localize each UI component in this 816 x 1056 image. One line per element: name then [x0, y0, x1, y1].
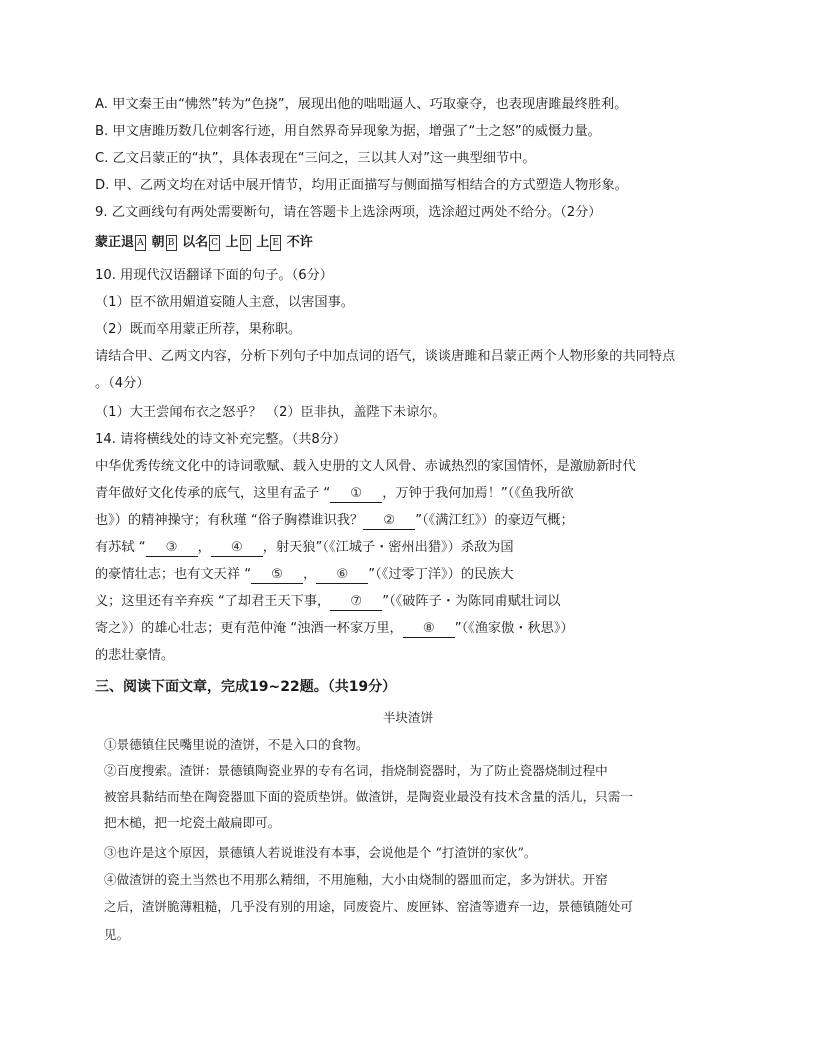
section-three-heading: 三、阅读下面文章，完成19~22题。（共19分） — [95, 679, 397, 695]
q9-seg-6: 不许 — [286, 235, 313, 250]
article-paragraph-4-line-3: 见。 — [104, 927, 130, 942]
q10-item-2: （2）既而卒用蒙正所荐，果称职。 — [95, 322, 302, 337]
text-segment: 义；这里还有辛弃疾 “了却君王天下事， — [95, 594, 331, 609]
text-segment: ， — [303, 567, 317, 582]
article-title: 半块渣饼 — [382, 710, 434, 725]
q14-text-line-7 — [95, 619, 574, 639]
q10-prompt: 10. 用现代汉语翻译下面的句子。（6分） — [95, 268, 333, 283]
q9-option-b[interactable]: B — [166, 235, 177, 251]
q9-seg-1: 蒙正退 — [95, 235, 135, 250]
q14-text-line-8: 的悲壮豪情。 — [95, 648, 175, 663]
q8-option-a: A. 甲文秦王由“怫然”转为“色挠”，展现出他的咄咄逼人、巧取豪夺，也表现唐雎最终胜利。 — [95, 97, 628, 112]
q9-option-e[interactable]: E — [270, 235, 281, 251]
text-segment: ，射天狼”（《江城子・密州出猎》）杀敌为国 — [262, 540, 514, 555]
text-segment: 有苏轼 “ — [95, 540, 146, 555]
q8-option-c: C. 乙文吕蒙正的“执”，具体表现在“三问之，三以其人对”这一典型细节中。 — [95, 151, 536, 166]
q9-seg-5: 上 — [256, 235, 270, 250]
article-paragraph-1: ①景德镇住民嘴里说的渣饼，不是入口的食物。 — [104, 737, 369, 752]
blank-2[interactable]: ② — [363, 513, 415, 530]
q14-text-line-1: 中华优秀传统文化中的诗词歌赋、载入史册的文人风骨、赤诚热烈的家国情怀，是激励新时代 — [95, 459, 636, 474]
article-paragraph-2-line-1: ②百度搜索。渣饼：景德镇陶瓷业界的专有名词，指烧制瓷器时，为了防止瓷器烧制过程中 — [104, 763, 608, 778]
q10-item-1: （1）臣不欲用媚道妄随人主意，以害国事。 — [95, 295, 354, 310]
article-paragraph-3: ③也许是这个原因，景德镇人若说谁没有本事，会说他是个 “打渣饼的家伙”。 — [104, 845, 537, 860]
q14-text-line-6 — [95, 592, 560, 612]
text-segment: ，万钟于我何加焉！”（《鱼我所欲 — [382, 486, 574, 501]
q9-option-d[interactable]: D — [240, 235, 251, 251]
blank-7[interactable]: ⑦ — [330, 594, 382, 611]
q14-prompt: 14. 请将横线处的诗文补充完整。（共8分） — [95, 432, 347, 447]
q14-text-line-2 — [95, 484, 574, 504]
text-segment: ”（《过零丁洋》）的民族大 — [368, 567, 514, 582]
q9-prompt: 9. 乙文画线句有两处需要断句，请在答题卡上选涂两项，选涂超过两处不给分。（2分） — [95, 205, 602, 220]
q9-seg-2: 朝 — [151, 235, 165, 250]
blank-4[interactable]: ④ — [211, 540, 263, 557]
q9-seg-3: 以名 — [182, 235, 209, 250]
q9-seg-4: 上 — [225, 235, 239, 250]
article-paragraph-2-line-3: 把木槌，把一坨瓷土敲扁即可。 — [104, 815, 281, 830]
text-segment: 青年做好文化传承的底气，这里有孟子 “ — [95, 486, 331, 501]
text-segment: ”（《渔家傲・秋思》） — [454, 621, 574, 636]
q8-option-d: D. 甲、乙两文均在对话中展开情节，均用正面描写与侧面描写相结合的方式塑造人物形象。 — [95, 178, 628, 193]
q14-text-line-4 — [95, 538, 514, 558]
q9-sentence — [95, 233, 313, 253]
blank-1[interactable]: ① — [330, 486, 382, 503]
q-analysis-sentences: （1）大王尝闻布衣之怒乎？ （2）臣非执，盖陛下未谅尔。 — [95, 405, 446, 420]
q8-option-b: B. 甲文唐雎历数几位刺客行迹，用自然界奇异现象为据，增强了“士之怒”的威慑力量。 — [95, 124, 601, 139]
blank-8[interactable]: ⑧ — [403, 621, 455, 638]
text-segment: 也》）的精神操守；有秋瑾 “俗子胸襟谁识我？ — [95, 513, 364, 528]
q9-option-c[interactable]: C — [209, 235, 220, 251]
text-segment: 寄之》）的雄心壮志；更有范仲淹 “浊酒一杯家万里， — [95, 621, 403, 636]
article-paragraph-4-line-1: ④做渣饼的瓷土当然也不用那么精细，不用施釉，大小由烧制的器皿而定，多为饼状。开窑 — [104, 872, 608, 887]
blank-5[interactable]: ⑤ — [251, 567, 303, 584]
q9-option-a[interactable]: A — [135, 235, 146, 251]
text-segment: 的豪情壮志；也有文天祥 “ — [95, 567, 252, 582]
q-analysis-prompt: 请结合甲、乙两文内容，分析下列句子中加点词的语气，谈谈唐雎和吕蒙正两个人物形象的共同特点 — [95, 349, 676, 364]
blank-6[interactable]: ⑥ — [316, 567, 368, 584]
q-analysis-points: 。（4分） — [95, 376, 150, 391]
article-paragraph-2-line-2: 被窑具黏结而垫在陶瓷器皿下面的瓷质垫饼。做渣饼，是陶瓷业最没有技术含量的活儿，只需一 — [104, 789, 633, 804]
article-paragraph-4-line-2: 之后，渣饼脆薄粗糙，几乎没有别的用途，同废瓷片、废匣钵、窑渣等遗弃一边，景德镇随处可 — [104, 899, 633, 914]
text-segment: ， — [197, 540, 211, 555]
text-segment: ”（《满江红》）的豪迈气概； — [415, 513, 574, 528]
blank-3[interactable]: ③ — [146, 540, 198, 557]
q14-text-line-3 — [95, 511, 574, 531]
text-segment: ”（《破阵子・为陈同甫赋壮词以 — [382, 594, 561, 609]
q14-text-line-5 — [95, 565, 514, 585]
